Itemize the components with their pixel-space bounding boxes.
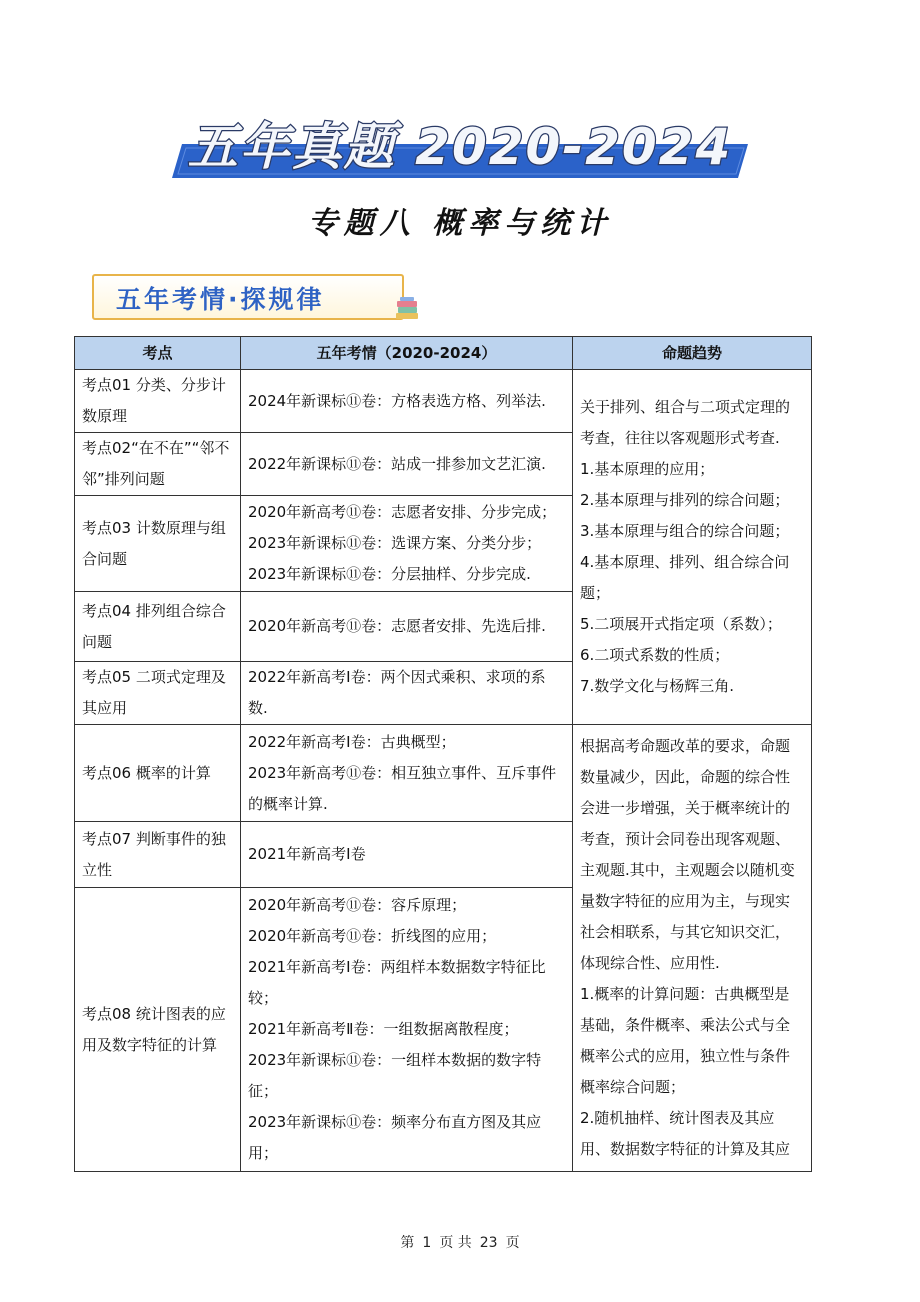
point-cell: 考点02“在不在”“邻不邻”排列问题 (75, 433, 241, 496)
point-cell: 考点01 分类、分步计数原理 (75, 370, 241, 433)
point-cell: 考点05 二项式定理及其应用 (75, 662, 241, 725)
exam-cell (241, 496, 573, 592)
exam-line: 2020年新高考⑪卷：志愿者安排、先选后排. (248, 617, 546, 635)
footer-mid: 页 共 (439, 1235, 472, 1251)
point-cell: 考点06 概率的计算 (75, 725, 241, 822)
title-banner (172, 112, 748, 186)
footer-suffix: 页 (505, 1235, 520, 1251)
table-row (75, 370, 812, 433)
trend-line: 4.基本原理、排列、组合综合问题； (580, 553, 790, 602)
point-cell: 考点03 计数原理与组合问题 (75, 496, 241, 592)
exam-line: 2020年新高考⑪卷：容斥原理； (248, 896, 467, 914)
exam-line: 2022年新高考Ⅰ卷：两个因式乘积、求项的系数. (248, 668, 546, 717)
exam-cell (241, 822, 573, 888)
exam-line: 2023年新课标⑪卷：频率分布直方图及其应用； (248, 1113, 542, 1162)
exam-line: 2023年新高考⑪卷：相互独立事件、互斥事件的概率计算. (248, 763, 557, 813)
exam-line: 2024年新课标⑪卷：方格表选方格、列举法. (248, 391, 546, 410)
exam-cell (241, 888, 573, 1172)
exam-line: 2020年新高考⑪卷：折线图的应用； (248, 927, 497, 945)
trend-line: 6.二项式系数的性质； (580, 646, 730, 664)
exam-cell (241, 370, 573, 433)
exam-line: 2023年新课标⑪卷：选课方案、分类分步； (248, 534, 542, 552)
trend-line: 关于排列、组合与二项式定理的考查，往往以客观题形式考查. (580, 398, 791, 447)
exam-cell (241, 433, 573, 496)
point-cell: 考点04 排列组合综合问题 (75, 592, 241, 662)
point-cell: 考点07 判断事件的独立性 (75, 822, 241, 888)
page-total: 23 (479, 1235, 498, 1251)
table-header-row (75, 337, 812, 370)
trend-line: 1.概率的计算问题：古典概型是基础，条件概率、乘法公式与全概率公式的应用，独立性与条件概率综合问题； (580, 985, 791, 1096)
exam-cell (241, 592, 573, 662)
page-subtitle: 专题八 概率与统计 (307, 206, 613, 241)
trend-line: 5.二项展开式指定项（系数）； (580, 615, 782, 633)
exam-line: 2023年新课标⑪卷：一组样本数据的数字特征； (248, 1051, 542, 1100)
trend-line: 1.基本原理的应用； (580, 460, 715, 478)
table-row (75, 725, 812, 822)
exam-line: 2022年新高考Ⅰ卷：古典概型； (248, 732, 456, 751)
section-tag (92, 274, 404, 320)
trend-line: 7.数学文化与杨辉三角. (580, 677, 735, 695)
trend-cell-2 (573, 725, 812, 1172)
header-point: 考点 (75, 337, 241, 370)
exam-table (74, 336, 812, 1172)
banner-graphic (172, 112, 748, 186)
exam-line: 2023年新课标⑪卷：分层抽样、分步完成. (248, 565, 531, 583)
trend-line: 3.基本原理与组合的综合问题； (580, 522, 790, 540)
exam-cell (241, 662, 573, 725)
trend-line: 2.随机抽样、统计图表及其应用、数据数字特征的计算及其应 (580, 1109, 791, 1158)
exam-line: 2021年新高考Ⅱ卷：一组数据离散程度； (248, 1020, 519, 1038)
header-trend: 命题趋势 (573, 337, 812, 370)
page-footer (0, 1232, 920, 1252)
header-exams: 五年考情（2020-2024） (241, 337, 573, 370)
trend-line: 2.基本原理与排列的综合问题； (580, 491, 790, 509)
exam-line: 2021年新高考Ⅰ卷：两组样本数据数字特征比较； (248, 958, 546, 1007)
page-number: 1 (422, 1235, 432, 1251)
exam-line: 2022年新课标⑪卷：站成一排参加文艺汇演. (248, 454, 546, 473)
exam-cell (241, 725, 573, 822)
section-tag-label: 五年考情·探规律 (116, 285, 325, 314)
banner-title: 五年真题 2020-2024 (187, 118, 733, 176)
trend-cell-1 (573, 370, 812, 725)
point-cell: 考点08 统计图表的应用及数字特征的计算 (75, 888, 241, 1172)
footer-prefix: 第 (400, 1235, 415, 1251)
exam-line: 2021年新高考Ⅰ卷 (248, 845, 366, 863)
trend-line: 根据高考命题改革的要求，命题数量减少，因此，命题的综合性会进一步增强，关于概率统计的考查，预计会同卷出现客观题、主观题.其中，主观题会以随机变量数字特征的应用为主，与现实社会相联系，与其它知识交汇，体现综合性、应用性. (580, 737, 795, 972)
books-icon (394, 296, 420, 322)
exam-line: 2020年新高考⑪卷：志愿者安排、分步完成； (248, 503, 557, 521)
